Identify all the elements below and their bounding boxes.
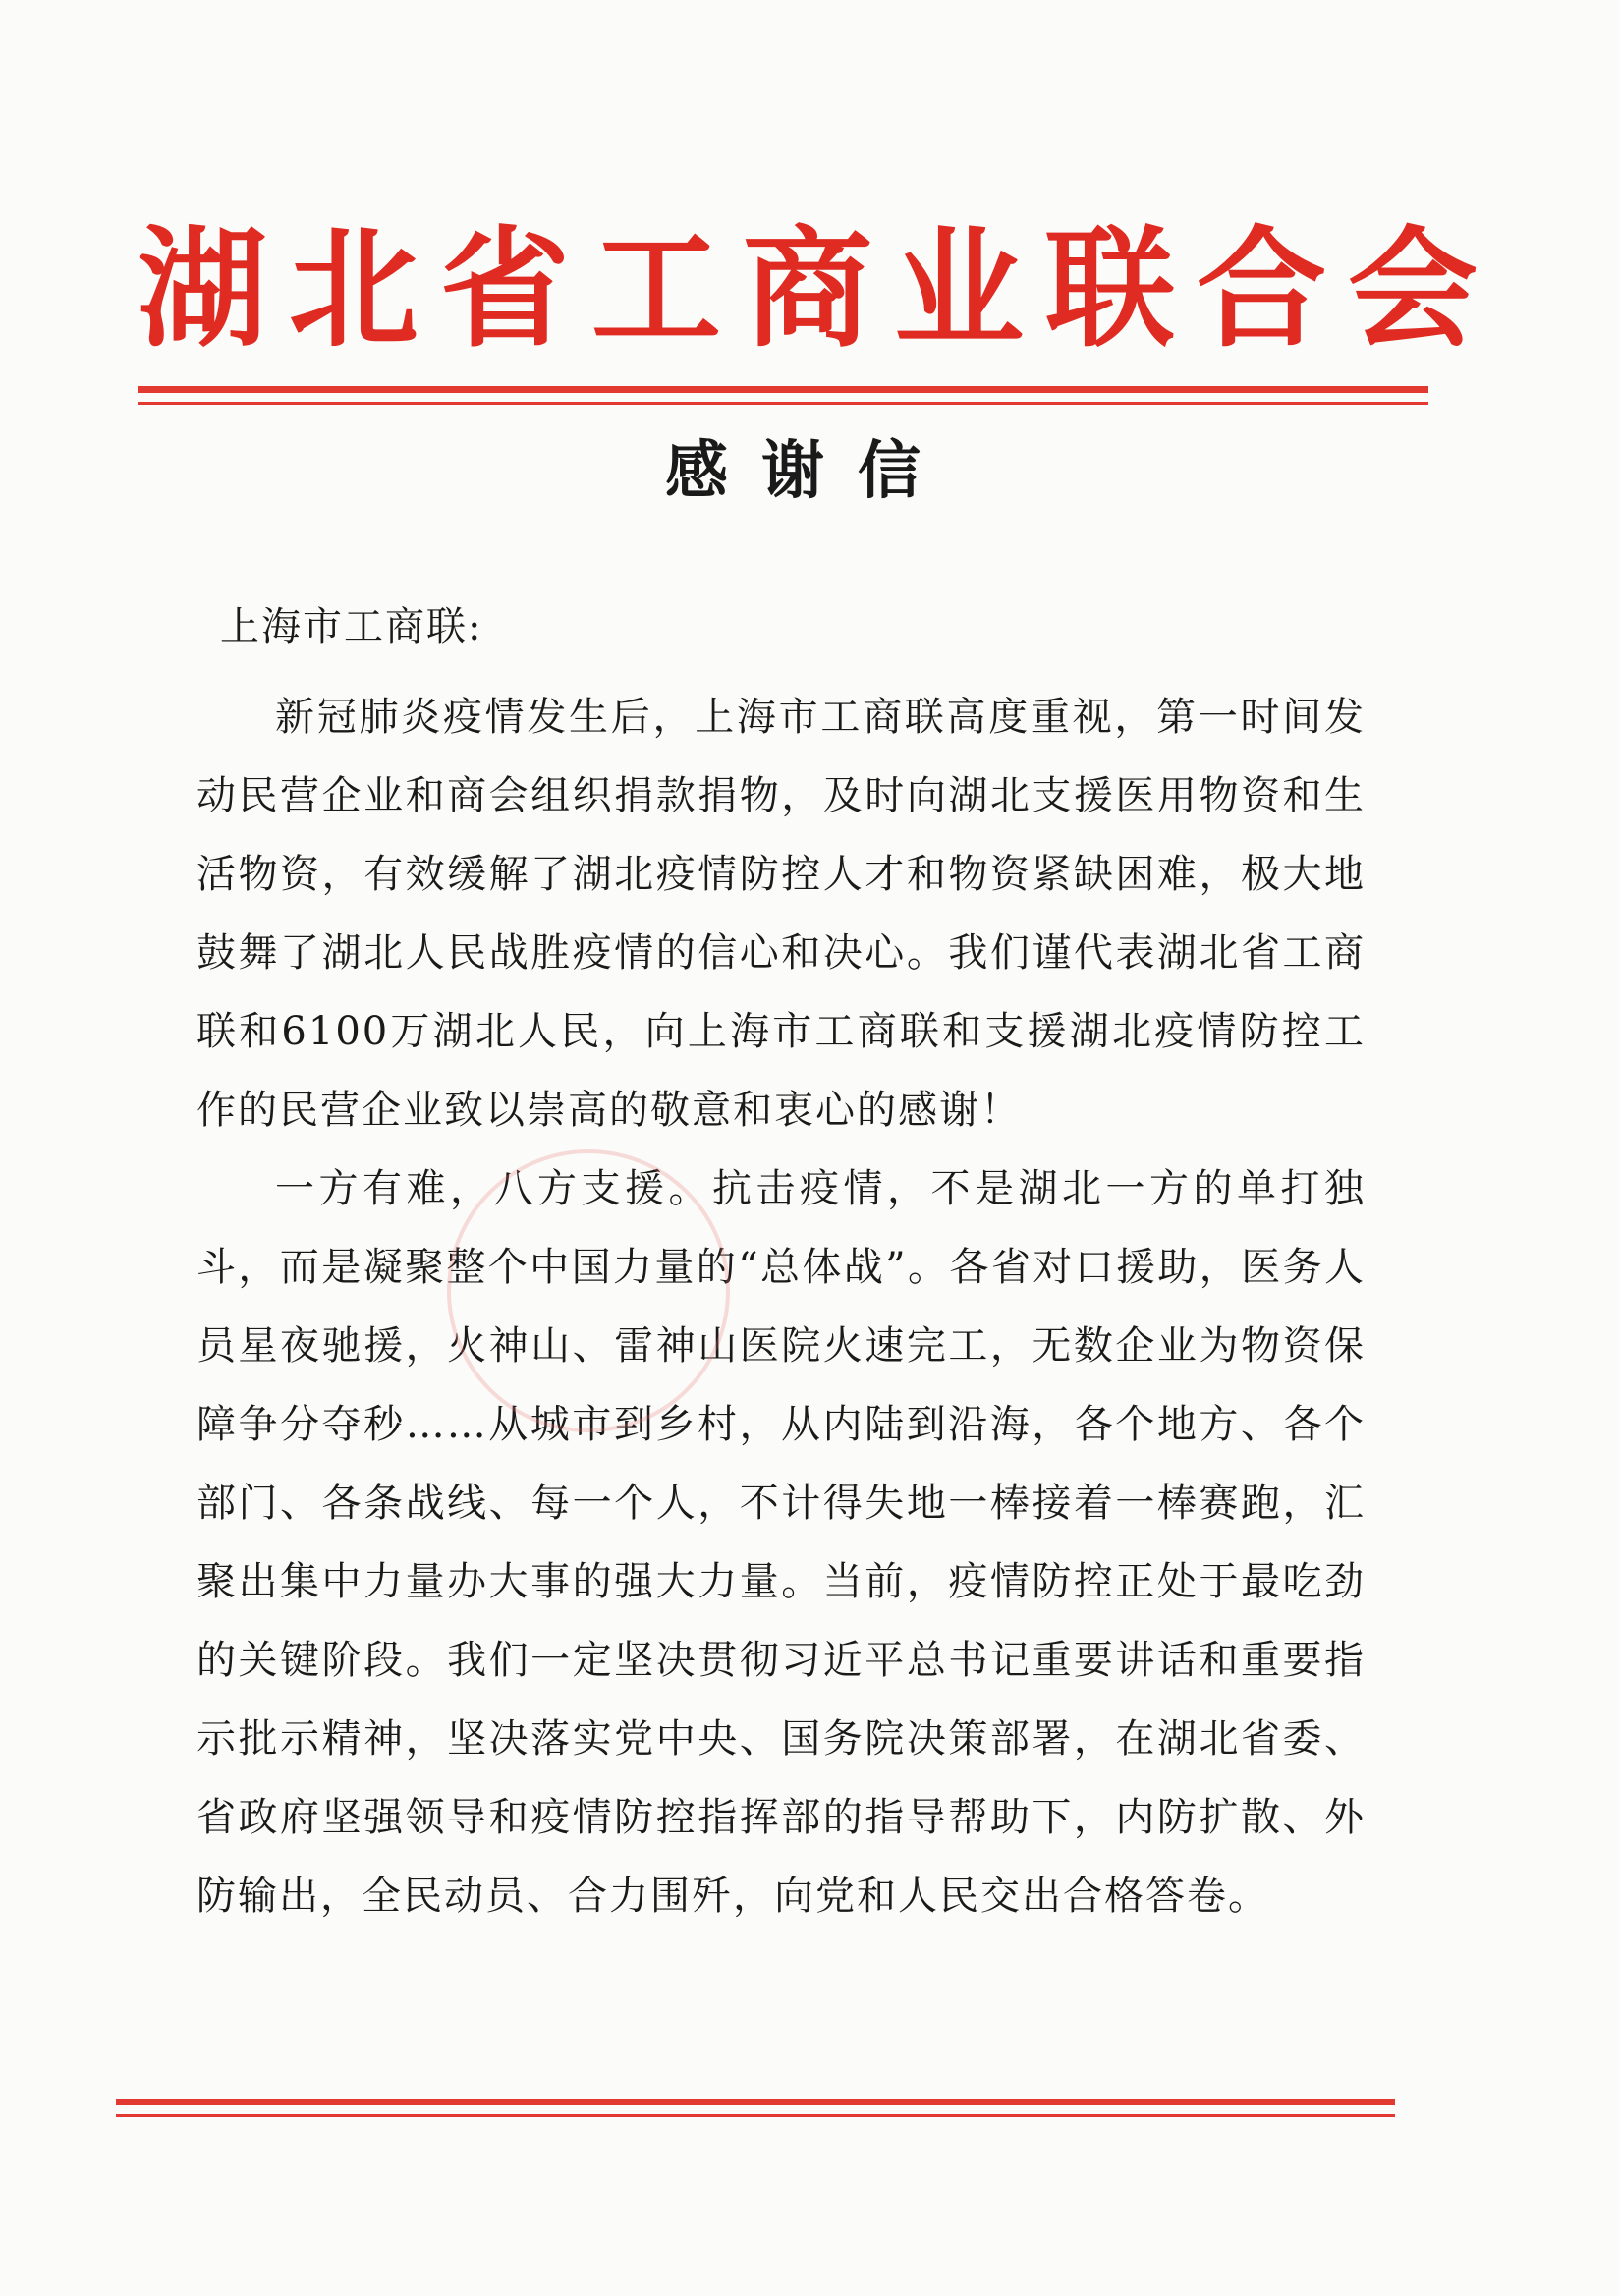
footer-rule-thin — [116, 2114, 1395, 2117]
document-title: 感谢信 — [665, 435, 954, 508]
salutation: 上海市工商联: — [220, 604, 483, 649]
footer-rule-thick — [116, 2099, 1395, 2105]
paragraph-1: 新冠肺炎疫情发生后，上海市工商联高度重视，第一时间发动民营企业和商会组织捐款捐物，及时向湖北支援医用物资和生活物资，有效缓解了湖北疫情防控人才和物资紧缺困难，极大地鼓舞了湖北人民战胜疫情的信心和决心。我们谨代表湖北省工商联和6100万湖北人民，向上海市工商联和支援湖北疫情防控工作的民营企业致以崇高的敬意和衷心的感谢！ — [196, 695, 1366, 1133]
letterhead-rule-thin — [138, 402, 1428, 405]
letter-body — [196, 678, 1366, 1935]
letterhead-rule-thick — [138, 386, 1428, 393]
paragraph-2: 一方有难，八方支援。抗击疫情，不是湖北一方的单打独斗，而是凝聚整个中国力量的“总体战”。各省对口援助，医务人员星夜驰援，火神山、雷神山医院火速完工，无数企业为物资保障争分夺秒……从城市到乡村，从内陆到沿海，各个地方、各个部门、各条战线、每一个人，不计得失地一棒接着一棒赛跑，汇聚出集中力量办大事的强大力量。当前，疫情防控正处于最吃劲的关键阶段。我们一定坚决贯彻习近平总书记重要讲话和重要指示批示精神，坚决落实党中央、国务院决策部署，在湖北省委、省政府坚强领导和疫情防控指挥部的指导帮助下，内防扩散、外防输出，全民动员、合力围歼，向党和人民交出合格答卷。 — [196, 1166, 1366, 1919]
letterhead-organization: 湖北省工商业联合会 — [138, 214, 1499, 365]
